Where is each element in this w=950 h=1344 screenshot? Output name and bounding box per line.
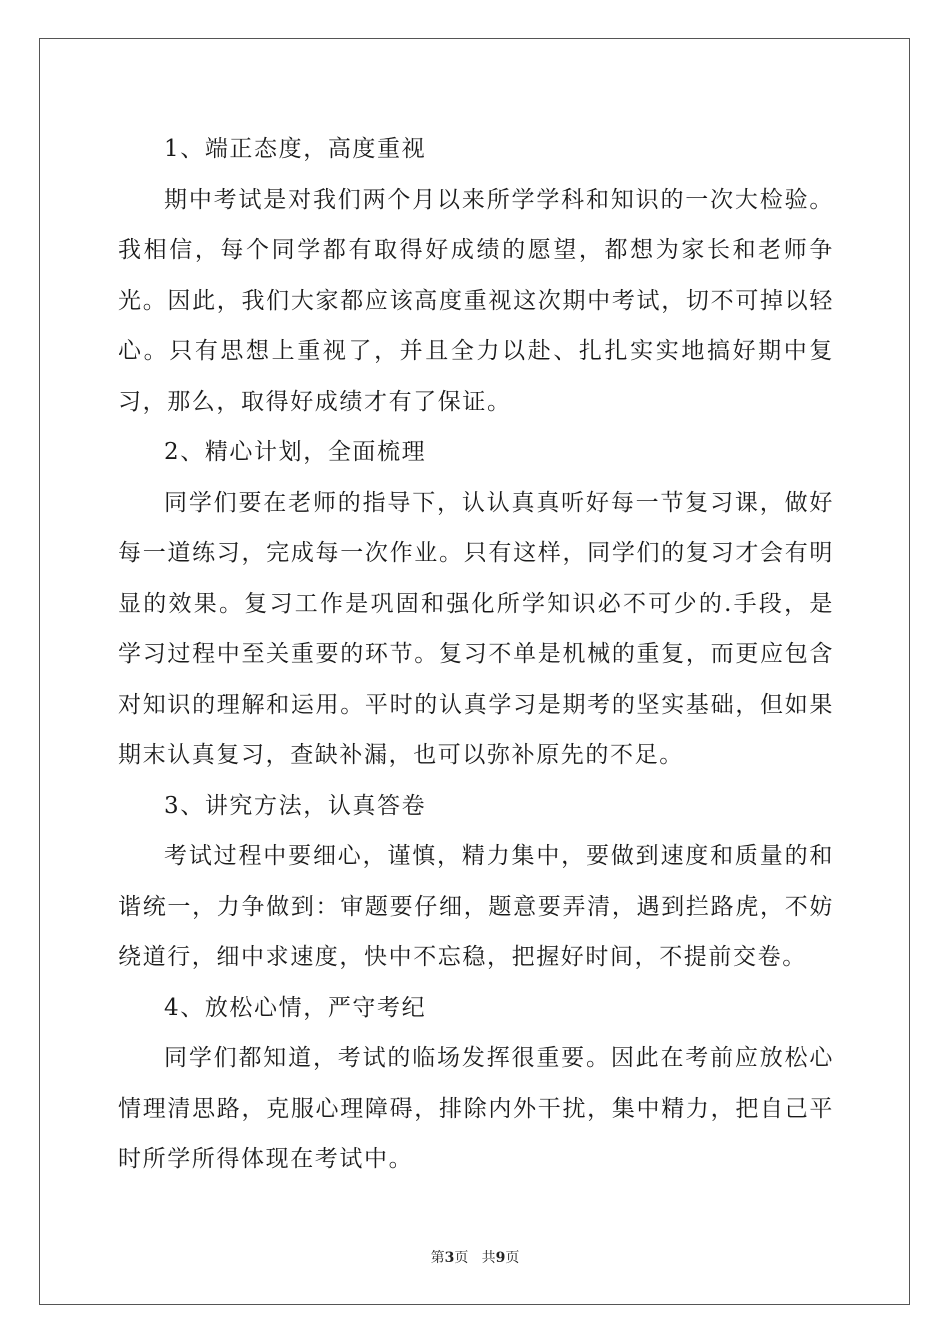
page-current: 3: [444, 1250, 455, 1266]
section-paragraph-1: 期中考试是对我们两个月以来所学学科和知识的一次大检验。我相信，每个同学都有取得好成绩的愿望，都想为家长和老师争光。因此，我们大家都应该高度重视这次期中考试，切不可掉以轻心。只有思想上重视了，并且全力以赴、扎扎实实地搞好期中复习，那么，取得好成绩才有了保证。: [118, 186, 834, 415]
page-suffix: 页: [454, 1250, 469, 1266]
page-total-label: [482, 1250, 520, 1266]
page-total: 9: [495, 1250, 506, 1266]
section-paragraph-4: 同学们都知道，考试的临场发挥很重要。因此在考前应放松心情理清思路，克服心理障碍，排除内外干扰，集中精力，把自己平时所学所得体现在考试中。: [118, 1045, 834, 1172]
section-paragraph-3: 考试过程中要细心，谨慎，精力集中，要做到速度和质量的和谐统一，力争做到：审题要仔细，题意要弄清，遇到拦路虎，不妨绕道行，细中求速度，快中不忘稳，把握好时间，不提前交卷。: [118, 843, 834, 970]
section-paragraph-2: 同学们要在老师的指导下，认认真真听好每一节复习课，做好每一道练习，完成每一次作业。只有这样，同学们的复习才会有明显的效果。复习工作是巩固和强化所学知识必不可少的.手段，是学习过程中至关重要的环节。复习不单是机械的重复，而更应包含对知识的理解和运用。平时的认真学习是期考的坚实基础，但如果期末认真复习，查缺补漏，也可以弥补原先的不足。: [118, 489, 834, 768]
total-prefix: 共: [481, 1250, 496, 1266]
page-number-label: [431, 1250, 469, 1266]
section-heading-4: 4、放松心情，严守考纪: [164, 994, 427, 1021]
document-body: [118, 124, 834, 1185]
page-footer: [0, 1247, 950, 1267]
section-heading-3: 3、讲究方法，认真答卷: [164, 792, 427, 819]
section-heading-2: 2、精心计划，全面梳理: [164, 439, 427, 465]
page-prefix: 第: [430, 1250, 445, 1266]
total-suffix: 页: [505, 1250, 520, 1266]
section-heading-1: 1、端正态度，高度重视: [164, 136, 427, 162]
